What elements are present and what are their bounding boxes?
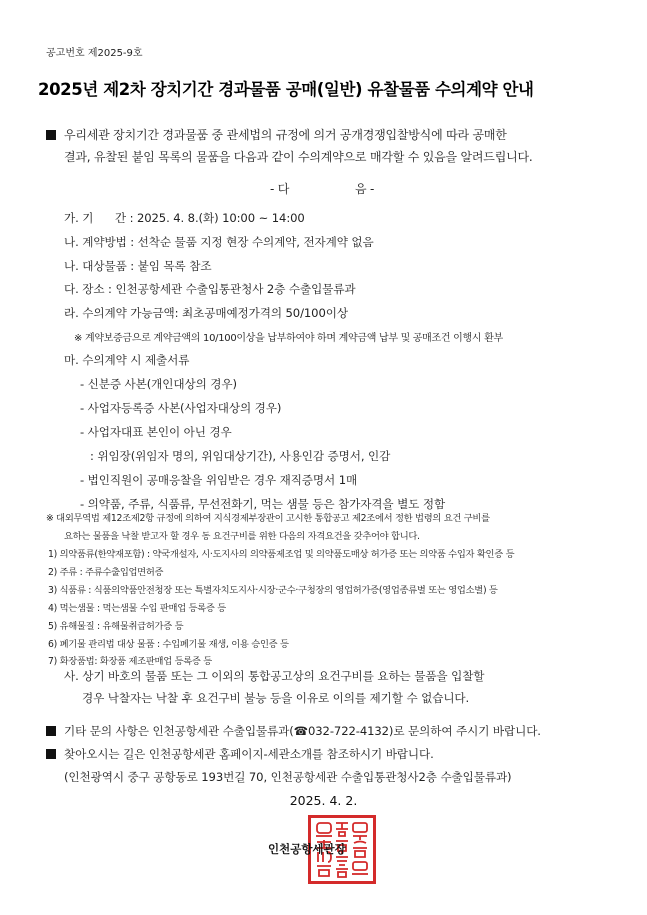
contact-text-1: 기타 문의 사항은 인천공항세관 수출입물류과(☎032-722-4132)로 문의하여 주시기 바랍니다. [64, 724, 541, 738]
intro-line-1 [46, 126, 507, 143]
item-sa-line-2: 경우 낙찰자는 낙찰 후 요건구비 불능 등을 이유로 이의를 제기할 수 없습니다. [82, 691, 470, 705]
documents-heading: 마. 수의계약 시 제출서류 [64, 353, 190, 367]
requirement-item: 7) 화장품법: 화장품 제조판매업 등록증 등 [48, 656, 212, 667]
item-period: 가. 기 간 : 2025. 4. 8.(화) 10:00 ~ 14:00 [64, 211, 305, 225]
square-bullet-icon [46, 749, 56, 759]
contact-line-2 [46, 746, 434, 762]
intro-text-1: 우리세관 장치기간 경과물품 중 관세법의 규정에 의거 공개경쟁입찰방식에 따라 공매한 [64, 128, 507, 142]
contact-address: (인천광역시 중구 공항동로 193번길 70, 인천공항세관 수출입통관청사2층 수출입물류과) [64, 770, 512, 784]
requirement-item: 5) 유해물질 : 유해물취급허가증 등 [48, 621, 184, 632]
issue-date: 2025. 4. 2. [289, 793, 358, 808]
document-item: : 위임장(위임자 명의, 위임대상기간), 사용인감 증명서, 인감 [90, 449, 391, 463]
square-bullet-icon [46, 726, 56, 736]
notice-number: 공고번호 제2025-9호 [46, 48, 143, 59]
requirement-item: 2) 주류 : 주류수출입업면허증 [48, 567, 164, 578]
document-item: - 사업자등록증 사본(사업자대상의 경우) [80, 401, 282, 415]
issuer-name: 인천공항세관장 [268, 842, 346, 856]
contact-line-1 [46, 723, 541, 739]
requirement-item: 4) 먹는샘물 : 먹는샘물 수입 판매업 등록증 등 [48, 603, 226, 614]
document-item: - 신분증 사본(개인대상의 경우) [80, 377, 237, 391]
item-contract-amount: 라. 수의계약 가능금액: 최초공매예정가격의 50/100이상 [64, 306, 348, 320]
requirement-item: 3) 식품류 : 식품의약품안전청장 또는 특별자치도지사·시장·군수·구청장의 영업허가증(영업종류별 또는 영업소별) 등 [48, 585, 498, 596]
section-heading-right: 음 - [355, 182, 375, 196]
requirement-item: 6) 폐기물 관리법 대상 물품 : 수입폐기물 재생, 이용 승인증 등 [48, 639, 289, 650]
requirement-item: 1) 의약품류(한약재포함) : 약국개설자, 시·도지사의 의약품제조업 및 의약품도매상 허가증 또는 의약품 수입자 확인증 등 [48, 549, 515, 560]
document-item: - 의약품, 주류, 식품류, 무선전화기, 먹는 샘물 등은 참가자격을 별도 정함 [80, 497, 446, 511]
trade-note-line-2: 요하는 물품을 낙찰 받고자 할 경우 동 요건구비를 위한 다음의 자격요건을 갖추어야 합니다. [64, 531, 420, 542]
item-sa-line-1: 사. 상기 바호의 물품 또는 그 이외의 통합공고상의 요건구비를 요하는 물품을 입찰할 [64, 669, 485, 683]
item-location: 다. 장소 : 인천공항세관 수출입통관청사 2층 수출입물류과 [64, 282, 356, 296]
trade-note-line-1: ※ 대외무역법 제12조제2항 규정에 의하여 지식경제부장관이 고시한 통합공고 제2조에서 정한 법령의 요건 구비를 [46, 513, 490, 524]
document-item: - 법인직원이 공매응찰을 위임받은 경우 재직증명서 1매 [80, 473, 358, 487]
page-title: 2025년 제2차 장치기간 경과물품 공매(일반) 유찰물품 수의계약 안내 [38, 80, 534, 99]
deposit-note: ※ 계약보증금으로 계약금액의 10/100이상을 납부하여야 하며 계약금액 납부 및 공매조건 이행시 환부 [74, 333, 503, 344]
section-heading-left: - 다 [270, 182, 290, 196]
square-bullet-icon [46, 130, 56, 140]
item-contract-method: 나. 계약방법 : 선착순 물품 지정 현장 수의계약, 전자계약 없음 [64, 235, 374, 249]
intro-line-2: 결과, 유찰된 붙임 목록의 물품을 다음과 같이 수의계약으로 매각할 수 있음을 알려드립니다. [64, 150, 533, 164]
item-target-goods: 나. 대상물품 : 붙임 목록 참조 [64, 259, 212, 273]
contact-text-2: 찾아오시는 길은 인천공항세관 홈페이지-세관소개를 참조하시기 바랍니다. [64, 747, 434, 761]
document-item: - 사업자대표 본인이 아닌 경우 [80, 425, 232, 439]
